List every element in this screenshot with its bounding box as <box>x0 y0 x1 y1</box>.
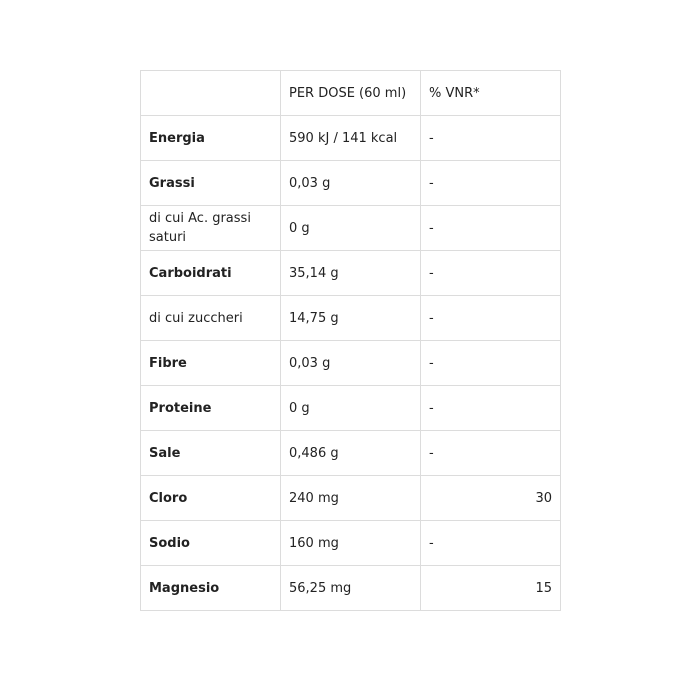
nutrient-value: 56,25 mg <box>281 566 421 611</box>
table-row <box>141 296 561 341</box>
nutrient-label: Carboidrati <box>141 251 281 296</box>
table-row <box>141 206 561 251</box>
nutrient-label: di cui Ac. grassi saturi <box>141 206 281 251</box>
nutrient-vnr: - <box>421 431 561 476</box>
header-label-cell <box>141 71 281 116</box>
header-vnr: % VNR* <box>421 71 561 116</box>
nutrient-value: 0,486 g <box>281 431 421 476</box>
table-row <box>141 251 561 296</box>
table-header-row <box>141 71 561 116</box>
table-row <box>141 386 561 431</box>
nutrient-vnr: - <box>421 206 561 251</box>
nutrient-vnr: - <box>421 251 561 296</box>
nutrient-vnr: - <box>421 161 561 206</box>
table-row <box>141 521 561 566</box>
nutrient-vnr: - <box>421 341 561 386</box>
table-row <box>141 476 561 521</box>
nutrient-label: Sale <box>141 431 281 476</box>
header-per-dose: PER DOSE (60 ml) <box>281 71 421 116</box>
nutrient-label: Sodio <box>141 521 281 566</box>
nutrient-label: Energia <box>141 116 281 161</box>
nutrient-value: 0 g <box>281 386 421 431</box>
nutrient-value: 0 g <box>281 206 421 251</box>
nutrient-value: 35,14 g <box>281 251 421 296</box>
table-row <box>141 161 561 206</box>
nutrition-table <box>140 70 561 611</box>
nutrient-value: 0,03 g <box>281 341 421 386</box>
nutrient-value: 590 kJ / 141 kcal <box>281 116 421 161</box>
table-row <box>141 116 561 161</box>
nutrient-value: 0,03 g <box>281 161 421 206</box>
nutrient-vnr: - <box>421 386 561 431</box>
table-row <box>141 341 561 386</box>
nutrient-vnr: - <box>421 116 561 161</box>
nutrient-value: 160 mg <box>281 521 421 566</box>
nutrient-value: 14,75 g <box>281 296 421 341</box>
nutrient-label: di cui zuccheri <box>141 296 281 341</box>
nutrient-vnr: 15 <box>421 566 561 611</box>
nutrient-label: Cloro <box>141 476 281 521</box>
nutrient-vnr: 30 <box>421 476 561 521</box>
table-row <box>141 566 561 611</box>
nutrient-label: Fibre <box>141 341 281 386</box>
nutrient-label: Proteine <box>141 386 281 431</box>
nutrient-vnr: - <box>421 296 561 341</box>
nutrient-vnr: - <box>421 521 561 566</box>
nutrient-value: 240 mg <box>281 476 421 521</box>
table-row <box>141 431 561 476</box>
nutrient-label: Magnesio <box>141 566 281 611</box>
nutrient-label: Grassi <box>141 161 281 206</box>
